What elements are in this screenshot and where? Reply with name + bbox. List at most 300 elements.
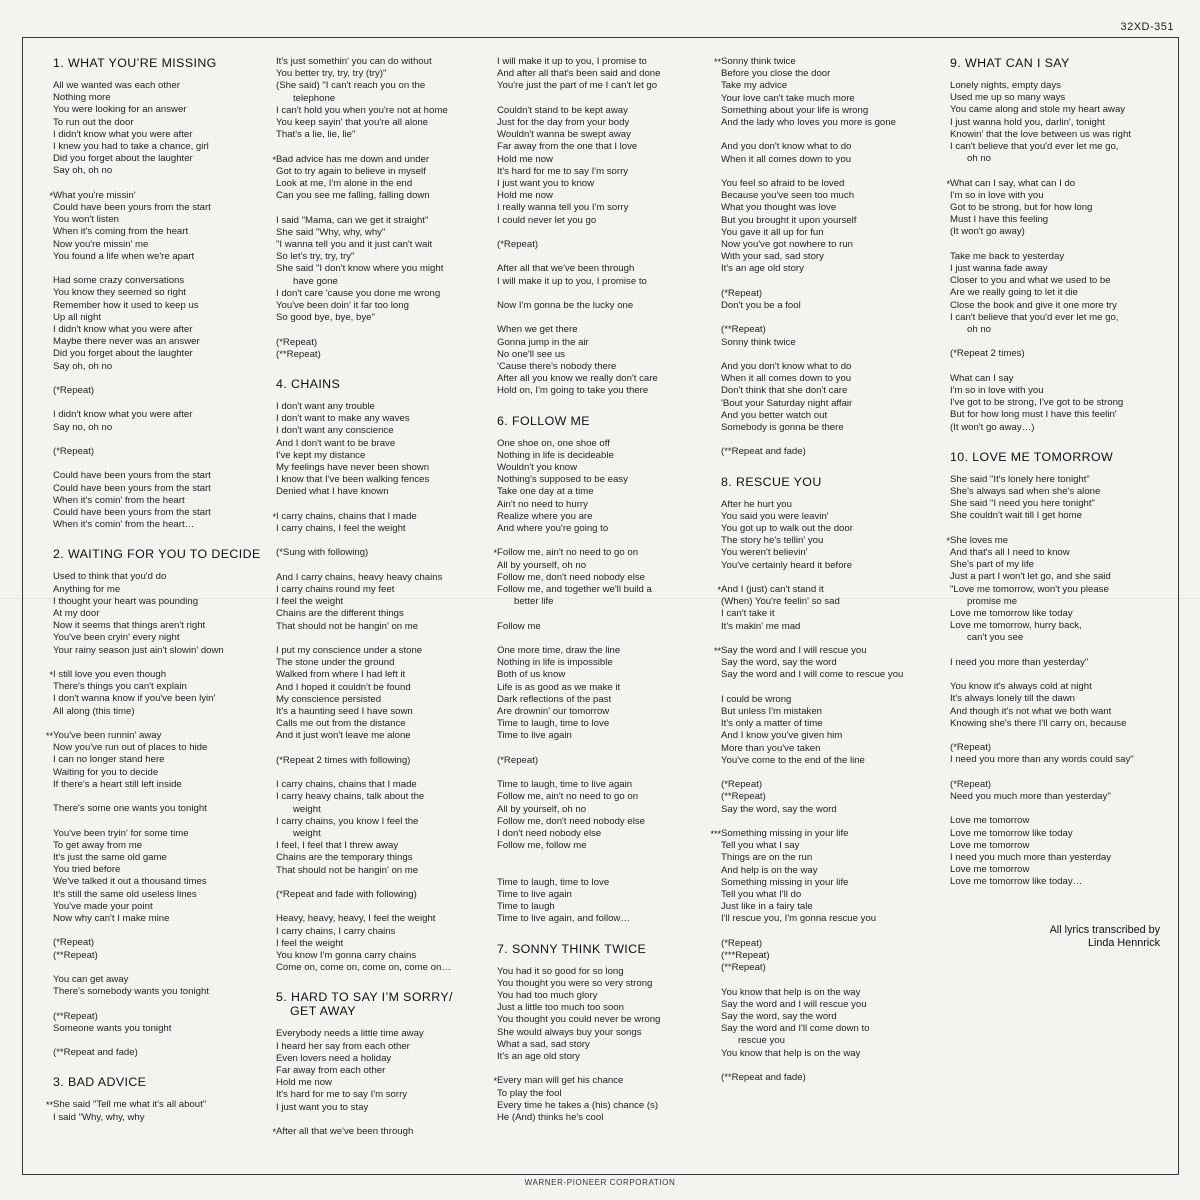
lyric-line: Time to live again	[497, 730, 572, 742]
lyric-line: Far away from each other	[276, 1065, 386, 1077]
lyric-line	[935, 178, 1170, 190]
lyric-line	[38, 730, 262, 742]
song-block	[38, 56, 262, 531]
stanza-break	[482, 535, 706, 547]
lyric-line: Say the word, say the word	[721, 1011, 837, 1023]
lyric-line: Tell you what I'll do	[721, 889, 802, 901]
lyric-line: So good bye, bye, bye"	[276, 312, 375, 324]
lyric-line: It's makin' me mad	[721, 620, 801, 632]
column-1	[38, 56, 262, 1124]
lyric-line: You better try, try, try (try)"	[276, 68, 387, 80]
catalog-number: 32XD-351	[1120, 21, 1174, 33]
lyric-line: Everybody needs a little time away	[276, 1028, 424, 1040]
lyric-line: At my door	[53, 608, 100, 620]
song-title	[497, 414, 706, 428]
lyric-line: You keep sayin' that you're all alone	[276, 117, 429, 129]
lyric-line: (*Repeat)	[53, 446, 95, 458]
lyric-line: When it all comes down to you	[721, 373, 852, 385]
lyric-line: It's still the same old useless lines	[53, 888, 197, 900]
stanza-break	[482, 1063, 706, 1075]
lyric-line: It's just the same old game	[53, 852, 167, 864]
song-title	[950, 56, 1170, 70]
lyric-line: Somebody is gonna be there	[721, 422, 844, 434]
lyric-line: You gave it all up for fun	[721, 226, 824, 238]
lyric-line: Time to live again, and follow…	[497, 913, 630, 925]
lyric-line: I don't care 'cause you done me wrong	[276, 287, 441, 299]
spacer	[261, 361, 485, 377]
lyric-text: Every man will get his chance	[497, 1075, 624, 1087]
lyric-line: (*Repeat)	[721, 937, 763, 949]
lyric-line: (**Repeat and fade)	[721, 446, 806, 458]
lyric-line: Could have been yours from the start	[53, 482, 211, 494]
spacer	[482, 398, 706, 414]
spacer	[38, 531, 262, 547]
chorus-mark: ***	[710, 829, 721, 840]
lyric-line: I don't need nobody else	[497, 828, 602, 840]
chorus-mark: **	[713, 57, 721, 67]
lyric-line: And you better watch out	[721, 409, 828, 421]
song-block	[706, 475, 930, 1085]
lyric-line: Your rainy season just ain't slowin' down	[53, 644, 224, 656]
lyric-line: She said "Why, why, why"	[276, 226, 386, 238]
stanza-break	[261, 1114, 485, 1126]
lyric-line: Follow me, ain't no need to go on	[497, 791, 639, 803]
lyric-line: With your sad, sad story	[721, 251, 824, 263]
song-block	[261, 56, 485, 361]
lyric-line: Love me tomorrow	[950, 815, 1030, 827]
lyric-line: 'Bout your Saturday night affair	[721, 397, 853, 409]
lyric-line: I carry chains, chains that I made	[276, 779, 417, 791]
stanza-break	[38, 397, 262, 409]
lyric-line: Heavy, heavy, heavy, I feel the weight	[276, 913, 436, 925]
song-title-line: 7. SONNY THINK TWICE	[497, 941, 647, 956]
lyric-line: Could have been yours from the start	[53, 507, 211, 519]
song-title-line: 6. FOLLOW ME	[497, 413, 590, 428]
stanza-break	[482, 743, 706, 755]
lyric-line: That's a lie, lie, lie"	[276, 129, 356, 141]
lyric-line: It's hard for me to say I'm sorry	[497, 165, 629, 177]
lyric-line: I thought your heart was pounding	[53, 595, 199, 607]
chorus-mark: *	[272, 511, 276, 522]
lyric-line: (*Repeat)	[497, 239, 539, 251]
lyric-line: You know they seemed so right	[53, 287, 186, 299]
stanza-break	[482, 852, 706, 864]
lyric-line: I carry chains round my feet	[276, 584, 395, 596]
lyric-line: Now you're missin' me	[53, 238, 149, 250]
lyric-line: I didn't know what you were after	[53, 409, 193, 421]
lyric-line: I feel the weight	[276, 937, 344, 949]
lyric-line: And I carry chains, heavy heavy chains	[276, 571, 443, 583]
lyric-line: Look at me, I'm alone in the end	[276, 178, 413, 190]
stanza-break	[706, 312, 930, 324]
stanza-break	[261, 877, 485, 889]
lyric-line: Maybe there never was an answer	[53, 336, 200, 348]
lyric-line: And that's all I need to know	[950, 547, 1070, 559]
lyric-line: Take me back to yesterday	[950, 250, 1065, 262]
lyric-line: (**Repeat)	[276, 348, 321, 360]
song-title-line: 1. WHAT YOU’RE MISSING	[53, 56, 217, 70]
lyric-line: You thought you could never be wrong	[497, 1014, 661, 1026]
chorus-mark: **	[45, 731, 53, 742]
lyric-line: 'Cause there's nobody there	[497, 361, 617, 372]
lyric-line: I heard her say from each other	[276, 1040, 410, 1052]
stanza-break	[935, 523, 1170, 535]
lyric-line: You can get away	[53, 974, 129, 986]
lyric-line: She's part of my life	[950, 559, 1034, 571]
lyric-line: Say oh, oh no	[53, 360, 113, 372]
stanza-break	[261, 202, 485, 214]
lyric-line: I've got to be strong, I've got to be strong	[950, 397, 1124, 409]
lyric-text: You've been runnin' away	[53, 730, 162, 742]
stanza-break	[482, 767, 706, 779]
stanza-break	[38, 657, 262, 669]
stanza-break	[706, 767, 930, 779]
lyric-line: All along (this time)	[53, 705, 135, 717]
lyric-line: I could never let you go	[497, 214, 597, 226]
lyric-text: Something missing in your life	[721, 828, 849, 840]
lyric-line: Don't think that she don't care	[721, 385, 848, 397]
lyric-line: Time to laugh, time to love	[497, 876, 610, 888]
lyric-text: I still love you even though	[53, 669, 167, 681]
stanza-break	[38, 791, 262, 803]
lyric-line: I feel the weight	[276, 596, 344, 608]
lyric-line: Say the word and I'll come down to	[721, 1023, 870, 1035]
song-block	[482, 942, 706, 1125]
lyric-line: One more time, draw the line	[497, 645, 621, 657]
lyric-line: You feel so afraid to be loved	[721, 178, 845, 189]
lyric-line: better life	[514, 596, 554, 608]
spacer	[261, 974, 485, 990]
lyric-line: Realize where you are	[497, 510, 593, 522]
stanza-break	[38, 373, 262, 385]
stanza-break	[706, 349, 930, 361]
song-title	[950, 450, 1170, 464]
lyric-line: There's somebody wants you tonight	[53, 986, 209, 998]
lyric-line: That should not be hangin' on me	[276, 864, 419, 876]
publisher-footer: WARNER-PIONEER CORPORATION	[524, 1178, 676, 1187]
spacer	[935, 434, 1170, 450]
stanza-break	[261, 535, 485, 547]
lyric-line: Life is as good as we make it	[497, 681, 621, 693]
stanza-break	[706, 682, 930, 694]
lyric-line: "Love me tomorrow, won't you please	[950, 583, 1109, 595]
lyric-line: Something about your life is wrong	[721, 104, 869, 116]
lyric-line: I don't want to make any waves	[276, 413, 410, 425]
lyric-line: I can't believe that you'd ever let me go,	[950, 311, 1119, 323]
lyric-line: I carry chains, I feel the weight	[276, 523, 406, 535]
song-title	[53, 56, 262, 70]
lyric-line	[706, 584, 930, 596]
song-title	[53, 547, 262, 561]
lyric-line: Hold me now	[497, 190, 553, 202]
stanza-break	[38, 263, 262, 275]
stanza-break	[261, 560, 485, 572]
lyric-line	[482, 1075, 706, 1087]
credit-name: Linda Hennrick	[1087, 937, 1160, 949]
stanza-break	[482, 608, 706, 620]
stanza-break	[935, 730, 1170, 742]
lyric-line: Something missing in your life	[721, 876, 849, 888]
song-block	[261, 990, 485, 1138]
stanza-break	[706, 974, 930, 986]
lyric-line: It's a haunting seed I have sown	[276, 706, 413, 718]
stanza-break	[38, 962, 262, 974]
lyric-line: Can you see me falling, falling down	[276, 190, 430, 202]
lyric-line: Before you close the door	[721, 68, 831, 80]
column-4	[706, 56, 930, 1084]
stanza-break	[38, 458, 262, 470]
lyric-line: Now you've run out of places to hide	[53, 742, 208, 754]
lyric-line: More than you've taken	[721, 742, 821, 754]
lyric-line: I put my conscience under a stone	[276, 645, 423, 657]
stanza-break	[706, 166, 930, 178]
lyric-line: Follow me	[497, 620, 541, 632]
lyric-line: Anything for me	[53, 583, 121, 595]
lyric-line: weight	[293, 828, 321, 840]
lyric-text: She said "Tell me what it's all about"	[53, 1099, 207, 1111]
lyric-line: When we get there	[497, 324, 578, 336]
lyric-line: I need you more than any words could say"	[950, 754, 1134, 766]
lyric-line: Time to laugh	[497, 901, 555, 913]
stanza-break	[38, 815, 262, 827]
lyric-line: (*Repeat 2 times with following)	[276, 754, 411, 766]
lyric-line: Say the word and I will come to rescue you	[721, 669, 904, 681]
lyric-line: And where you're going to	[497, 523, 609, 535]
stanza-break	[935, 336, 1170, 348]
lyric-line: rescue you	[738, 1035, 785, 1047]
lyric-line: Just for the day from your body	[497, 117, 630, 128]
lyric-line: You tried before	[53, 864, 121, 876]
lyric-line: (*Repeat)	[721, 287, 763, 299]
lyric-line: Time to laugh, time to live again	[497, 779, 633, 791]
lyric-line: You thought you were so very strong	[497, 977, 653, 989]
lyric-line: (*Repeat and fade with following)	[276, 889, 417, 901]
lyric-line: Love me tomorrow, hurry back,	[950, 620, 1082, 632]
lyric-line: (**Repeat)	[721, 962, 766, 974]
lyric-line	[38, 1099, 262, 1111]
lyric-line: You got up to walk out the door	[721, 523, 853, 535]
lyric-line	[261, 1126, 485, 1138]
lyric-text: She loves me	[950, 534, 1009, 546]
lyric-line: I need you much more than yesterday	[950, 852, 1112, 864]
lyric-line: Just a part I won't let go, and she said	[950, 571, 1111, 583]
lyric-line: Denied what I have known	[276, 486, 389, 498]
lyric-line: Waiting for you to decide	[53, 766, 159, 778]
lyric-line: oh no	[967, 153, 992, 165]
lyric-line: Follow me, follow me	[497, 840, 587, 852]
lyric-line: Must I have this feeling	[950, 214, 1049, 226]
stanza-break	[482, 251, 706, 263]
lyric-line	[706, 56, 930, 68]
lyric-line: You've made your point	[53, 900, 153, 912]
lyric-line: Now you've got nowhere to run	[721, 239, 853, 251]
lyric-line: Dark reflections of the past	[497, 693, 612, 705]
column-3	[482, 56, 706, 1124]
lyric-line: You've been tryin' for some time	[53, 827, 189, 839]
lyric-line: promise me	[967, 595, 1018, 607]
stanza-break	[261, 767, 485, 779]
lyric-line: Did you forget about the laughter	[53, 348, 193, 360]
song-block	[482, 56, 706, 398]
lyric-line	[706, 645, 930, 657]
lyric-line: And I hoped it couldn't be found	[276, 681, 411, 693]
lyric-line: She said "I need you here tonight"	[950, 498, 1095, 510]
lyric-line: I just wanna fade away	[950, 263, 1048, 275]
credit-line: All lyrics transcribed by	[1049, 924, 1160, 936]
lyric-line	[482, 547, 706, 559]
lyric-line: All by yourself, oh no	[497, 803, 587, 815]
chorus-mark: **	[45, 1100, 53, 1111]
lyric-line: (**Repeat and fade)	[53, 1047, 138, 1059]
lyric-line: If there's a heart still left inside	[53, 778, 182, 790]
lyric-line: It's hard for me to say I'm sorry	[276, 1089, 408, 1101]
stanza-break	[706, 129, 930, 141]
lyric-line: All by yourself, oh no	[497, 559, 587, 571]
lyric-line: (*Sung with following)	[276, 547, 369, 559]
lyric-line: Close the book and give it one more try	[950, 299, 1117, 311]
chorus-mark: **	[713, 646, 721, 657]
lyric-line: I don't wanna know if you've been lyin'	[53, 693, 216, 705]
lyric-line: Used me up so many ways	[950, 92, 1066, 104]
lyric-line: I've kept my distance	[276, 449, 366, 461]
lyric-line: Walked from where I had left it	[276, 669, 406, 681]
lyric-line: Tell you what I say	[721, 840, 800, 852]
lyric-line: (*Repeat)	[721, 779, 763, 791]
lyric-line: To play the fool	[497, 1087, 562, 1099]
lyric-line	[38, 669, 262, 681]
lyric-line: My feelings have never been shown	[276, 462, 430, 474]
chorus-mark: *	[49, 190, 53, 201]
song-block	[706, 56, 930, 459]
lyric-line: And you don't know what to do	[721, 361, 852, 372]
song-title-line: 2. WAITING FOR YOU TO DECIDE	[53, 547, 261, 562]
stanza-break	[38, 925, 262, 937]
chorus-mark: *	[493, 548, 497, 559]
lyric-line: You came along and stole my heart away	[950, 104, 1126, 116]
lyric-line: I don't want any trouble	[276, 401, 375, 413]
stanza-break	[482, 633, 706, 645]
lyric-line: Are drownin' our tomorrow	[497, 706, 610, 718]
lyric-line: (It won't go away)	[950, 226, 1025, 238]
lyric-line: There's some one wants you tonight	[53, 803, 207, 815]
stanza-break	[38, 1035, 262, 1047]
lyric-line: The story he's tellin' you	[721, 535, 824, 547]
lyric-line: Remember how it used to keep us	[53, 299, 199, 311]
lyric-line: I could be wrong	[721, 693, 792, 705]
lyric-line: You know I'm gonna carry chains	[276, 950, 417, 962]
lyric-line: What can I say	[950, 372, 1014, 384]
lyric-line: I know that I've been walking fences	[276, 474, 430, 486]
stanza-break	[261, 901, 485, 913]
spacer	[38, 1059, 262, 1075]
lyric-line: Used to think that you'd do	[53, 571, 167, 583]
lyric-line: Love me tomorrow like today…	[950, 876, 1083, 888]
lyric-line: Love me tomorrow	[950, 864, 1030, 876]
lyric-line: I can't take it	[721, 608, 775, 620]
lyric-line: Are we really going to let it die	[950, 287, 1078, 299]
lyric-line: When it's coming from the heart	[53, 226, 189, 238]
chorus-mark: *	[272, 154, 276, 165]
lyric-line: Love me tomorrow like today	[950, 827, 1073, 839]
song-title	[276, 990, 485, 1018]
lyric-line: Got to try again to believe in myself	[276, 165, 426, 177]
stanza-break	[706, 276, 930, 288]
lyric-line: You've certainly heard it before	[721, 559, 853, 571]
lyric-line: (**Repeat)	[721, 324, 766, 336]
chorus-mark: *	[946, 178, 950, 189]
lyric-line: Hold me now	[276, 1077, 332, 1089]
lyrics-credit	[1000, 924, 1160, 950]
chorus-mark: *	[717, 585, 721, 596]
lyric-line: Now it seems that things aren't right	[53, 620, 206, 632]
lyric-line: (*Repeat)	[950, 778, 992, 790]
lyric-line: After all you know we really don't care	[497, 373, 658, 385]
lyric-line: You're just the part of me I can't let go	[497, 80, 658, 92]
lyric-line: She would always buy your songs	[497, 1026, 642, 1038]
lyric-line: Calls me out from the distance	[276, 718, 406, 730]
lyric-line: Sonny think twice	[721, 336, 796, 348]
lyric-text: I carry chains, chains that I made	[276, 510, 417, 522]
stanza-break	[706, 572, 930, 584]
lyric-line: Take one day at a time	[497, 486, 594, 498]
lyric-line: Nothing more	[53, 92, 111, 104]
lyric-line: (**Repeat)	[53, 949, 98, 961]
lyric-line: It's just somethin' you can do without	[276, 56, 432, 67]
stanza-break	[706, 633, 930, 645]
lyric-line: You've come to the end of the line	[721, 754, 865, 766]
lyric-line: So let's try, try, try"	[276, 251, 355, 263]
lyric-line	[935, 535, 1170, 547]
lyric-line: (It won't go away…)	[950, 421, 1035, 433]
lyric-line: You said you were leavin'	[721, 510, 829, 522]
lyric-line: Love me tomorrow like today	[950, 608, 1073, 620]
stanza-break	[261, 499, 485, 511]
lyric-line: No one'll see us	[497, 348, 565, 360]
lyric-text: Bad advice has me down and under	[276, 153, 430, 165]
lyric-line: You've been cryin' every night	[53, 632, 180, 644]
lyric-line: Say the word, say the word	[721, 657, 837, 669]
lyric-line: Both of us know	[497, 669, 566, 681]
lyric-text: Say the word and I will rescue you	[721, 645, 867, 657]
song-title-line: GET AWAY	[290, 1004, 356, 1019]
lyric-line: There's things you can't explain	[53, 681, 187, 693]
lyric-line: Just a little too much too soon	[497, 1002, 624, 1014]
stanza-break	[261, 633, 485, 645]
lyric-line: When it all comes down to you	[721, 153, 852, 165]
lyric-line: Closer to you and what we used to be	[950, 275, 1111, 287]
lyric-line	[261, 511, 485, 523]
spacer	[482, 926, 706, 942]
lyric-line: One shoe on, one shoe off	[497, 437, 610, 449]
lyric-line: oh no	[967, 324, 992, 336]
stanza-break	[935, 239, 1170, 251]
lyric-line: But you brought it upon yourself	[721, 214, 857, 226]
lyric-line: And after all that's been said and done	[497, 68, 661, 80]
stanza-break	[706, 926, 930, 938]
lyric-line: (**Repeat and fade)	[721, 1072, 806, 1084]
lyric-line: I can no longer stand here	[53, 754, 165, 766]
song-block	[38, 1075, 262, 1123]
lyric-line: Far away from the one that I love	[497, 141, 638, 153]
lyric-line: And it just won't leave me alone	[276, 730, 411, 742]
lyric-line: She said "I don't know where you might	[276, 263, 444, 275]
lyric-line: And help is on the way	[721, 864, 818, 876]
lyric-text: What can I say, what can I do	[950, 177, 1076, 189]
lyric-line: You had too much glory	[497, 990, 598, 1002]
lyric-line: She couldn't wait till I get home	[950, 510, 1082, 522]
stanza-break	[935, 361, 1170, 373]
stanza-break	[38, 998, 262, 1010]
